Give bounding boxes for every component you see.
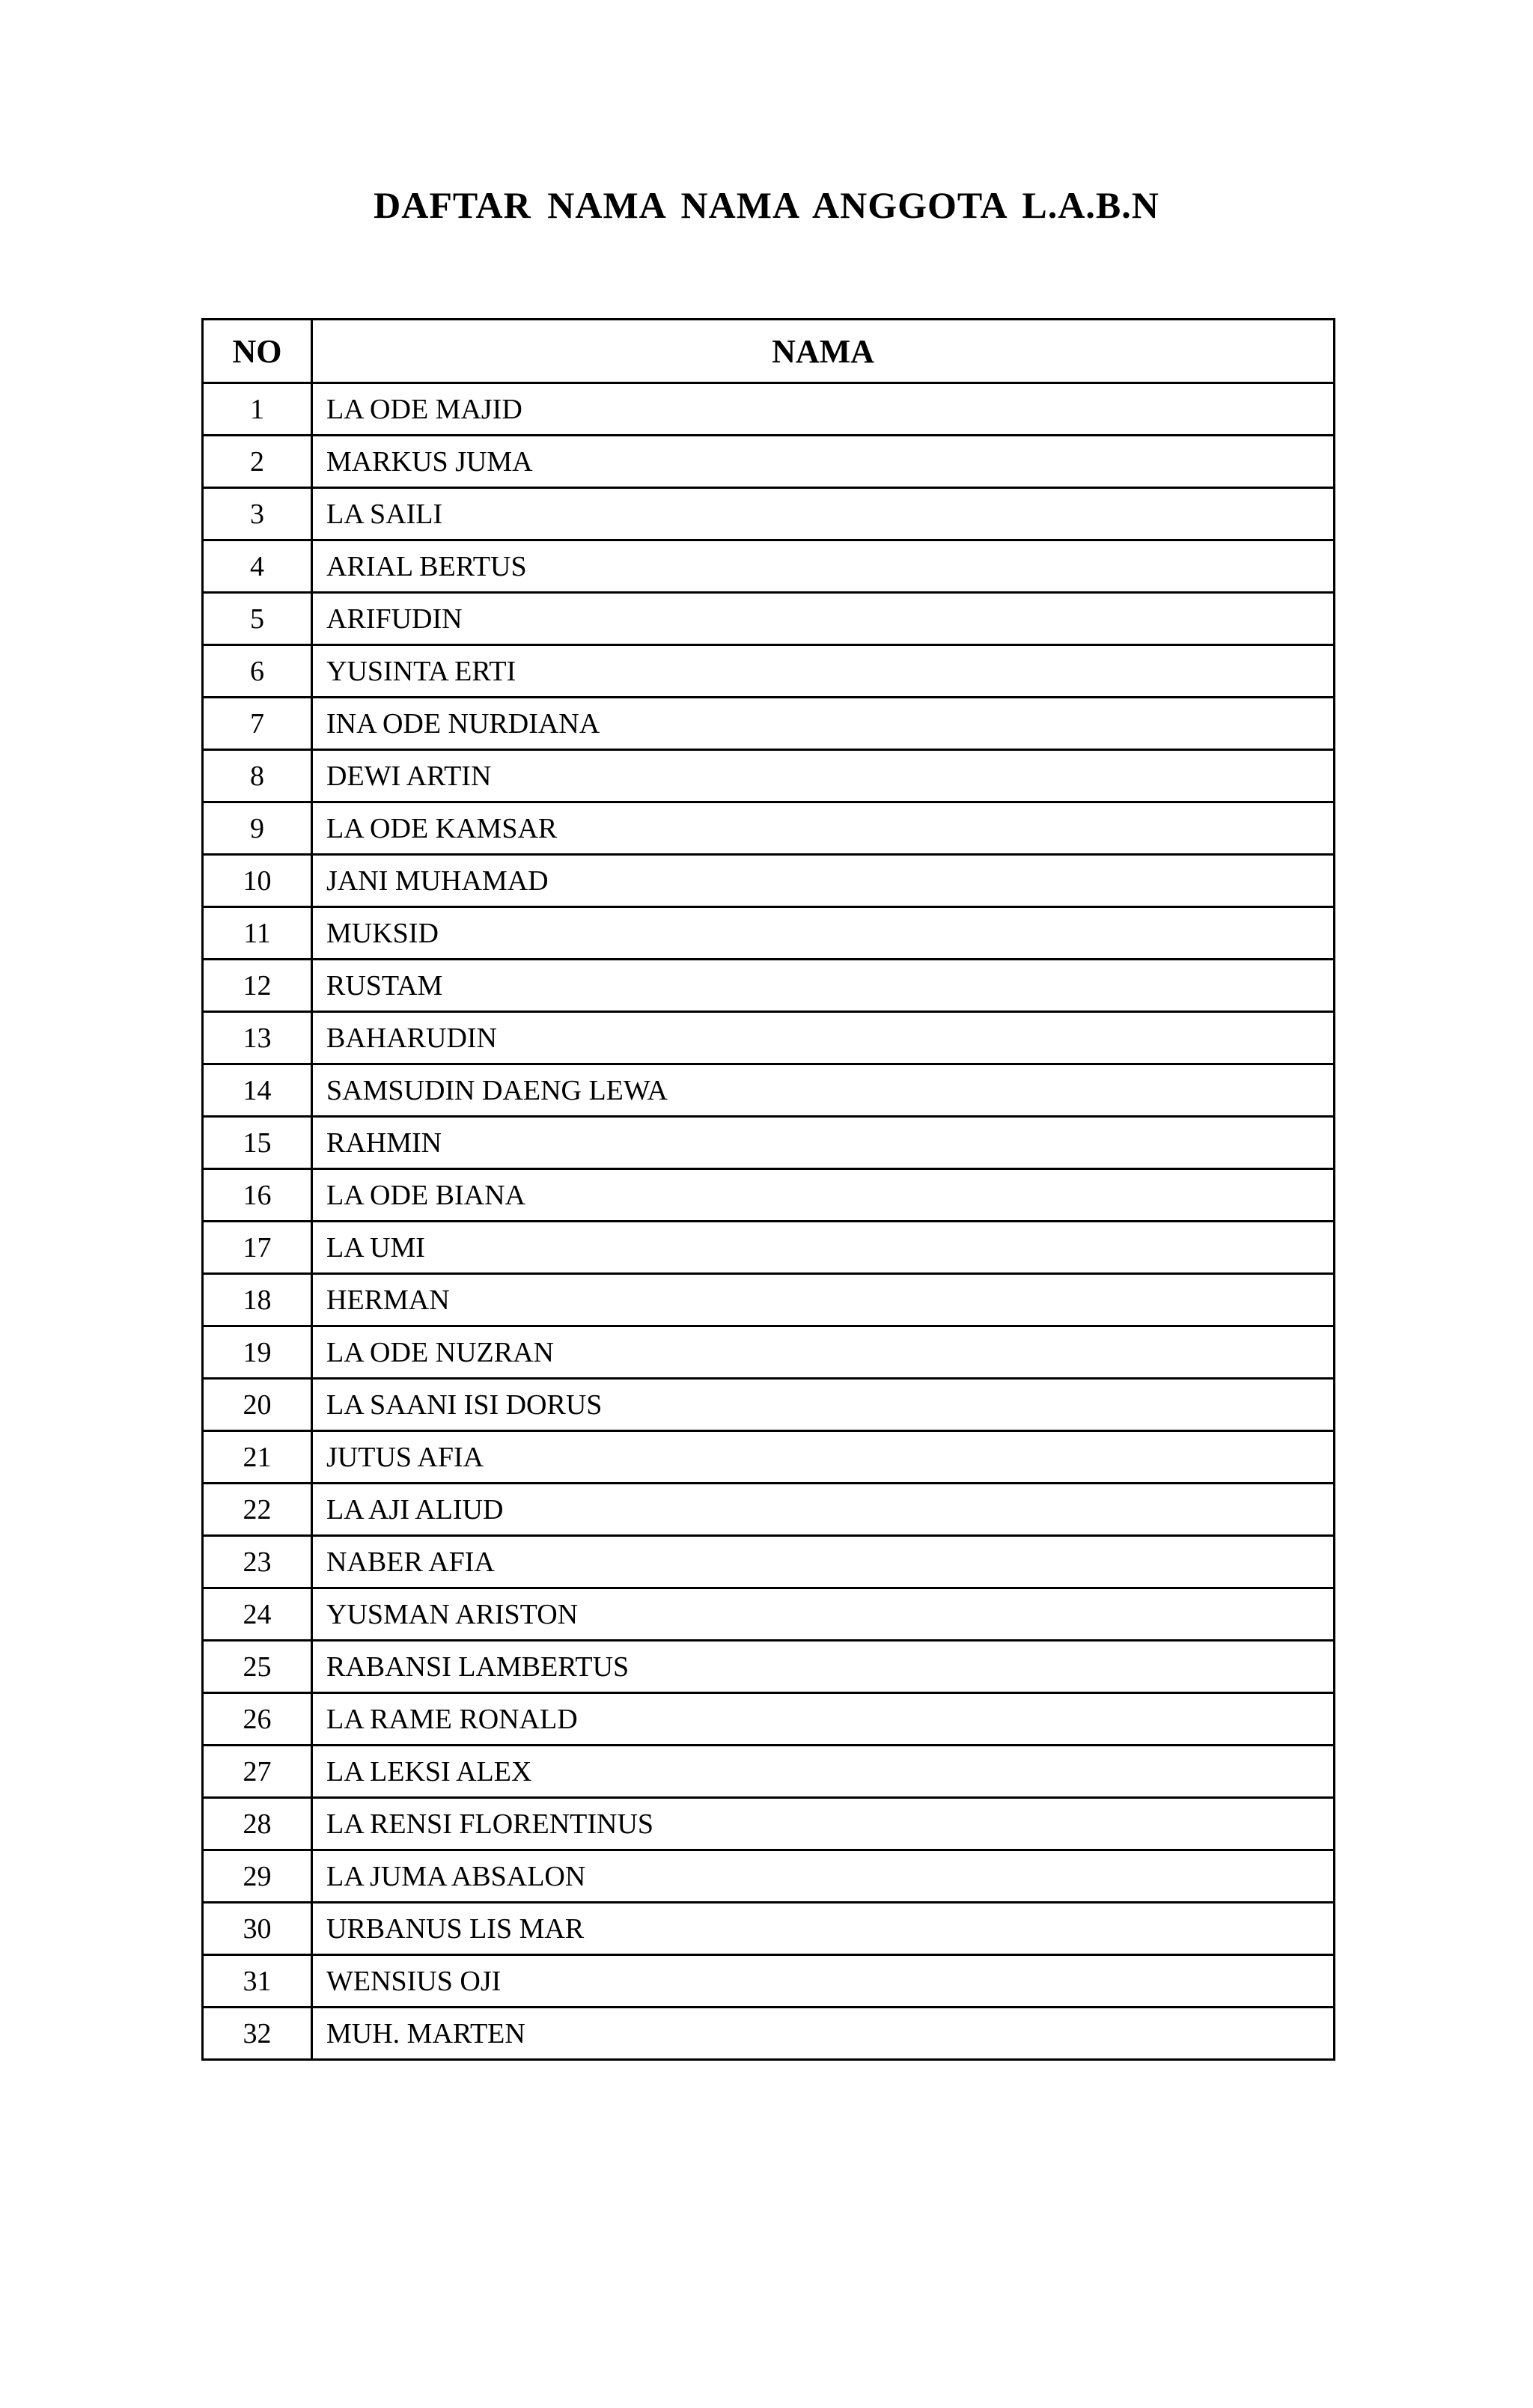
table-row [203,1222,1335,1274]
member-name: LA UMI [312,1222,1335,1274]
row-number: 29 [203,1850,312,1903]
member-name: MUKSID [312,907,1335,960]
member-name: JUTUS AFIA [312,1431,1335,1484]
row-number: 23 [203,1536,312,1588]
row-number: 12 [203,960,312,1012]
table-row [203,540,1335,593]
column-header-name: NAMA [312,320,1335,383]
table-row [203,1798,1335,1850]
member-name: WENSIUS OJI [312,1955,1335,2008]
table-row [203,1379,1335,1431]
member-name: JANI MUHAMAD [312,855,1335,907]
row-number: 18 [203,1274,312,1326]
member-name: ARIFUDIN [312,593,1335,645]
row-number: 5 [203,593,312,645]
row-number: 6 [203,645,312,698]
row-number: 11 [203,907,312,960]
member-name: LA LEKSI ALEX [312,1746,1335,1798]
member-name: LA AJI ALIUD [312,1484,1335,1536]
table-row [203,436,1335,488]
header-row [203,320,1335,383]
member-name: RUSTAM [312,960,1335,1012]
member-name: HERMAN [312,1274,1335,1326]
member-name: LA ODE BIANA [312,1169,1335,1222]
table-row [203,1484,1335,1536]
table-row [203,1064,1335,1117]
member-name: LA ODE NUZRAN [312,1326,1335,1379]
member-name: MUH. MARTEN [312,2008,1335,2060]
table-row [203,1955,1335,2008]
table-header [203,320,1335,383]
row-number: 4 [203,540,312,593]
member-name: BAHARUDIN [312,1012,1335,1064]
member-name: URBANUS LIS MAR [312,1903,1335,1955]
row-number: 21 [203,1431,312,1484]
row-number: 2 [203,436,312,488]
member-name: YUSMAN ARISTON [312,1588,1335,1641]
table-row [203,1536,1335,1588]
row-number: 27 [203,1746,312,1798]
table-row [203,960,1335,1012]
member-name: DEWI ARTIN [312,750,1335,802]
member-name: LA SAILI [312,488,1335,540]
table-row [203,1903,1335,1955]
table-row [203,383,1335,436]
row-number: 19 [203,1326,312,1379]
row-number: 14 [203,1064,312,1117]
member-name: LA SAANI ISI DORUS [312,1379,1335,1431]
row-number: 32 [203,2008,312,2060]
member-name: YUSINTA ERTI [312,645,1335,698]
table-row [203,1850,1335,1903]
row-number: 8 [203,750,312,802]
member-name: LA ODE MAJID [312,383,1335,436]
table-row [203,1641,1335,1693]
table-row [203,855,1335,907]
row-number: 26 [203,1693,312,1746]
row-number: 9 [203,802,312,855]
table-row [203,593,1335,645]
row-number: 30 [203,1903,312,1955]
row-number: 15 [203,1117,312,1169]
row-number: 7 [203,698,312,750]
table-row [203,1693,1335,1746]
member-name: NABER AFIA [312,1536,1335,1588]
row-number: 25 [203,1641,312,1693]
table-row [203,1169,1335,1222]
row-number: 24 [203,1588,312,1641]
row-number: 22 [203,1484,312,1536]
row-number: 10 [203,855,312,907]
member-name: LA ODE KAMSAR [312,802,1335,855]
row-number: 1 [203,383,312,436]
table-row [203,1746,1335,1798]
member-name: MARKUS JUMA [312,436,1335,488]
table-row [203,2008,1335,2060]
table-row [203,750,1335,802]
member-name: INA ODE NURDIANA [312,698,1335,750]
row-number: 17 [203,1222,312,1274]
member-name: RABANSI LAMBERTUS [312,1641,1335,1693]
table-body [203,383,1335,2060]
row-number: 3 [203,488,312,540]
table-row [203,1588,1335,1641]
table-row [203,488,1335,540]
table-row [203,1117,1335,1169]
table-row [203,645,1335,698]
table-row [203,1274,1335,1326]
member-table [201,318,1335,2061]
table-row [203,802,1335,855]
row-number: 13 [203,1012,312,1064]
table-row [203,907,1335,960]
member-name: ARIAL BERTUS [312,540,1335,593]
table-row [203,698,1335,750]
table-row [203,1326,1335,1379]
column-header-no: NO [203,320,312,383]
member-name: LA RENSI FLORENTINUS [312,1798,1335,1850]
row-number: 31 [203,1955,312,2008]
row-number: 28 [203,1798,312,1850]
page-title: DAFTAR NAMA NAMA ANGGOTA L.A.B.N [374,184,1159,226]
member-name: LA RAME RONALD [312,1693,1335,1746]
member-name: LA JUMA ABSALON [312,1850,1335,1903]
member-name: SAMSUDIN DAENG LEWA [312,1064,1335,1117]
member-name: RAHMIN [312,1117,1335,1169]
table-row [203,1012,1335,1064]
table-row [203,1431,1335,1484]
row-number: 16 [203,1169,312,1222]
row-number: 20 [203,1379,312,1431]
